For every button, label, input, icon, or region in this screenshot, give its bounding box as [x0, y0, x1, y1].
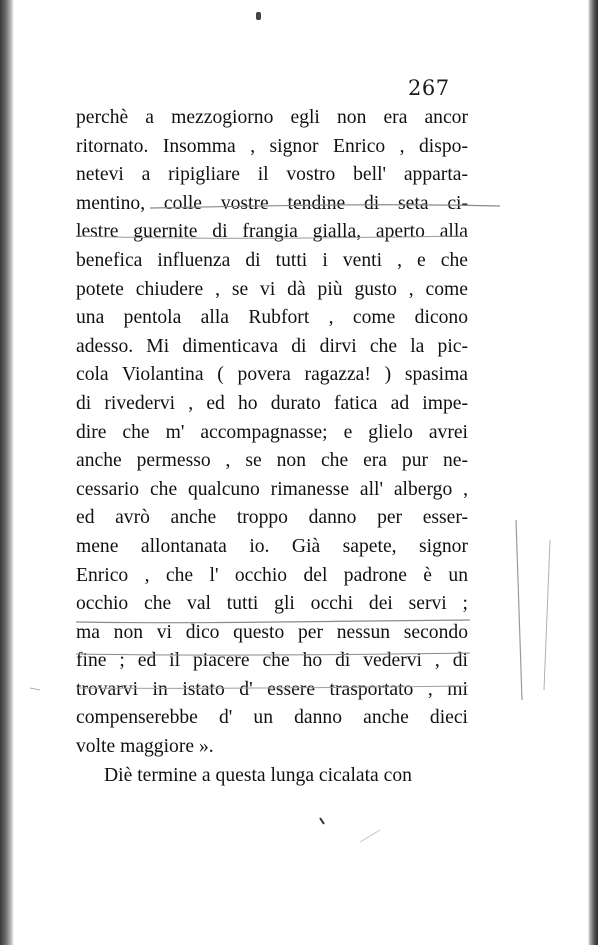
text-line: fine ; ed il piacere che ho di vedervi , di [76, 650, 468, 672]
page-number: 267 [408, 76, 450, 100]
text-line: cola Violantina ( povera ragazza! ) spasima [76, 364, 468, 386]
text-line: una pentola alla Rubfort , come dicono [76, 307, 468, 329]
text-line: trovarvi in istato d' essere trasportato , mi [76, 678, 468, 700]
pencil-margin-line [30, 688, 40, 690]
text-line: di rivedervi , ed ho durato fatica ad impe- [76, 392, 468, 414]
page-gutter-shadow [0, 0, 14, 945]
text-line: mentino, colle vostre tendine di seta ci- [76, 192, 468, 214]
text-line: volte maggiore ». [76, 736, 214, 758]
text-line: netevi a ripigliare il vostro bell' apparta- [76, 164, 468, 186]
page-edge-shadow [588, 0, 598, 945]
text-line: Enrico , che l' occhio del padrone è un [76, 564, 468, 586]
text-line: lestre guernite di frangia gialla, aperto alla [76, 221, 468, 243]
ink-speck [256, 12, 261, 20]
text-line: Diè termine a questa lunga cicalata con [104, 764, 412, 786]
text-line: potete chiudere , se vi dà più gusto , come [76, 278, 468, 300]
text-line: ritornato. Insomma , signor Enrico , dispo- [76, 135, 468, 157]
text-line: benefica influenza di tutti i venti , e che [76, 249, 468, 271]
pencil-stroke [320, 818, 324, 824]
pencil-margin-line [516, 520, 522, 700]
pencil-margin-line [544, 540, 550, 690]
text-line: mene allontanata io. Già sapete, signor [76, 535, 468, 557]
text-line: cessario che qualcuno rimanesse all' albergo , [76, 478, 468, 500]
text-line: adesso. Mi dimenticava di dirvi che la pic- [76, 335, 468, 357]
text-line: compenserebbe d' un danno anche dieci [76, 707, 468, 729]
text-line: anche permesso , se non che era pur ne- [76, 450, 468, 472]
text-line: ma non vi dico questo per nessun secondo [76, 621, 468, 643]
text-line: occhio che val tutti gli occhi dei servi ; [76, 593, 468, 615]
text-line: dire che m' accompagnasse; e glielo avrei [76, 421, 468, 443]
text-line: ed avrò anche troppo danno per esser- [76, 507, 468, 529]
pencil-stroke [360, 830, 380, 842]
body-text [76, 104, 468, 790]
text-line: perchè a mezzogiorno egli non era ancor [76, 107, 468, 128]
